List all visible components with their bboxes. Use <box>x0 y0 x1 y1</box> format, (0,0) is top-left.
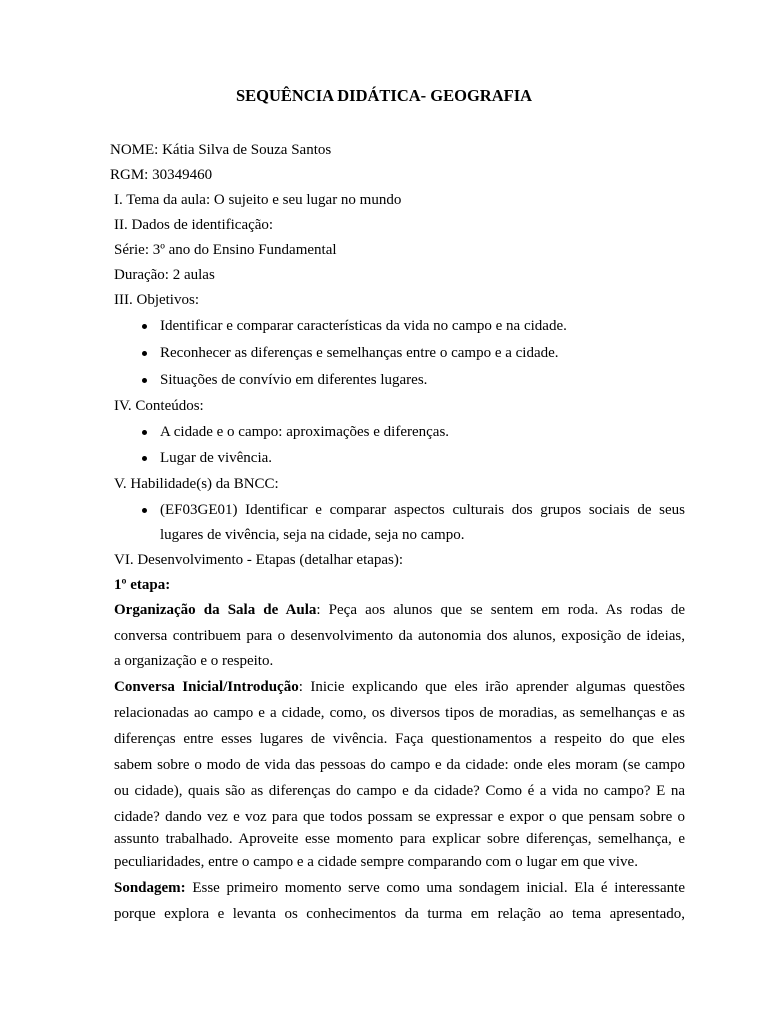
document-title: SEQUÊNCIA DIDÁTICA- GEOGRAFIA <box>235 86 533 105</box>
paragraph-line <box>114 878 685 898</box>
paragraph-text: : Peça aos alunos que se sentem em roda. As rodas de <box>316 602 685 618</box>
paragraph-line: diferenças entre esses lugares de vivência. Faça questionamentos a respeito do que eles <box>114 731 685 747</box>
student-rgm: RGM: 30349460 <box>110 167 213 183</box>
objetivo-item: Identificar e comparar características da vida no campo e na cidade. <box>160 318 567 334</box>
bullet-icon <box>142 378 147 383</box>
paragraph-line <box>114 677 685 697</box>
section-habilidades: V. Habilidade(s) da BNCC: <box>114 476 279 492</box>
habilidade-line: (EF03GE01) Identificar e comparar aspectos culturais dos grupos sociais de seus <box>160 502 685 518</box>
paragraph-text: : Inicie explicando que eles irão aprender algumas questões <box>298 679 685 695</box>
paragraph-label: Organização da Sala de Aula <box>114 602 317 618</box>
paragraph-label: Sondagem: <box>114 880 186 896</box>
objetivo-item: Reconhecer as diferenças e semelhanças entre o campo e a cidade. <box>160 345 559 361</box>
bullet-icon <box>142 456 147 461</box>
paragraph-line: a organização e o respeito. <box>114 653 274 669</box>
bullet-icon <box>142 508 147 513</box>
section-tema: I. Tema da aula: O sujeito e seu lugar no mundo <box>114 192 402 208</box>
paragraph-line: peculiaridades, entre o campo e a cidade sempre comparando com o lugar em que vive. <box>114 854 638 870</box>
duracao-line: Duração: 2 aulas <box>114 267 215 283</box>
paragraph-line: cidade? dando vez e voz para que todos possam se expressar e expor o que pensam sobre o <box>114 809 685 825</box>
bullet-icon <box>142 430 147 435</box>
objetivo-item: Situações de convívio em diferentes lugares. <box>160 372 428 388</box>
section-dados: II. Dados de identificação: <box>114 217 274 233</box>
student-name: NOME: Kátia Silva de Souza Santos <box>110 142 332 158</box>
conteudo-item: A cidade e o campo: aproximações e diferenças. <box>160 424 450 440</box>
section-conteudos: IV. Conteúdos: <box>114 398 204 414</box>
bullet-icon <box>142 324 147 329</box>
paragraph-line: assunto trabalhado. Aproveite esse momento para explicar sobre diferenças, semelhança, e <box>114 831 685 847</box>
paragraph-line <box>114 600 685 620</box>
paragraph-line: conversa contribuem para o desenvolvimento da autonomia dos alunos, exposição de ideias, <box>114 628 685 644</box>
paragraph-line: relacionadas ao campo e a cidade, como, os diversos tipos de moradias, as semelhanças e as <box>114 705 685 721</box>
paragraph-line: ou cidade), quais são as diferenças do campo e da cidade? Como é a vida no campo? E na <box>114 783 685 799</box>
section-objetivos: III. Objetivos: <box>114 292 199 308</box>
paragraph-text: Esse primeiro momento serve como uma sondagem inicial. Ela é interessante <box>185 880 685 896</box>
serie-line: Série: 3º ano do Ensino Fundamental <box>114 242 337 258</box>
paragraph-line: sabem sobre o modo de vida das pessoas do campo e da cidade: onde eles moram (se campo <box>114 757 685 773</box>
paragraph-line: porque explora e levanta os conhecimentos da turma em relação ao tema apresentado, <box>114 906 685 922</box>
paragraph-label: Conversa Inicial/Introdução <box>114 679 299 695</box>
etapa-heading: 1º etapa: <box>114 577 171 593</box>
bullet-icon <box>142 351 147 356</box>
section-desenvolvimento: VI. Desenvolvimento - Etapas (detalhar etapas): <box>114 552 404 568</box>
habilidade-line: lugares de vivência, seja na cidade, seja no campo. <box>160 527 465 543</box>
conteudo-item: Lugar de vivência. <box>160 450 273 466</box>
